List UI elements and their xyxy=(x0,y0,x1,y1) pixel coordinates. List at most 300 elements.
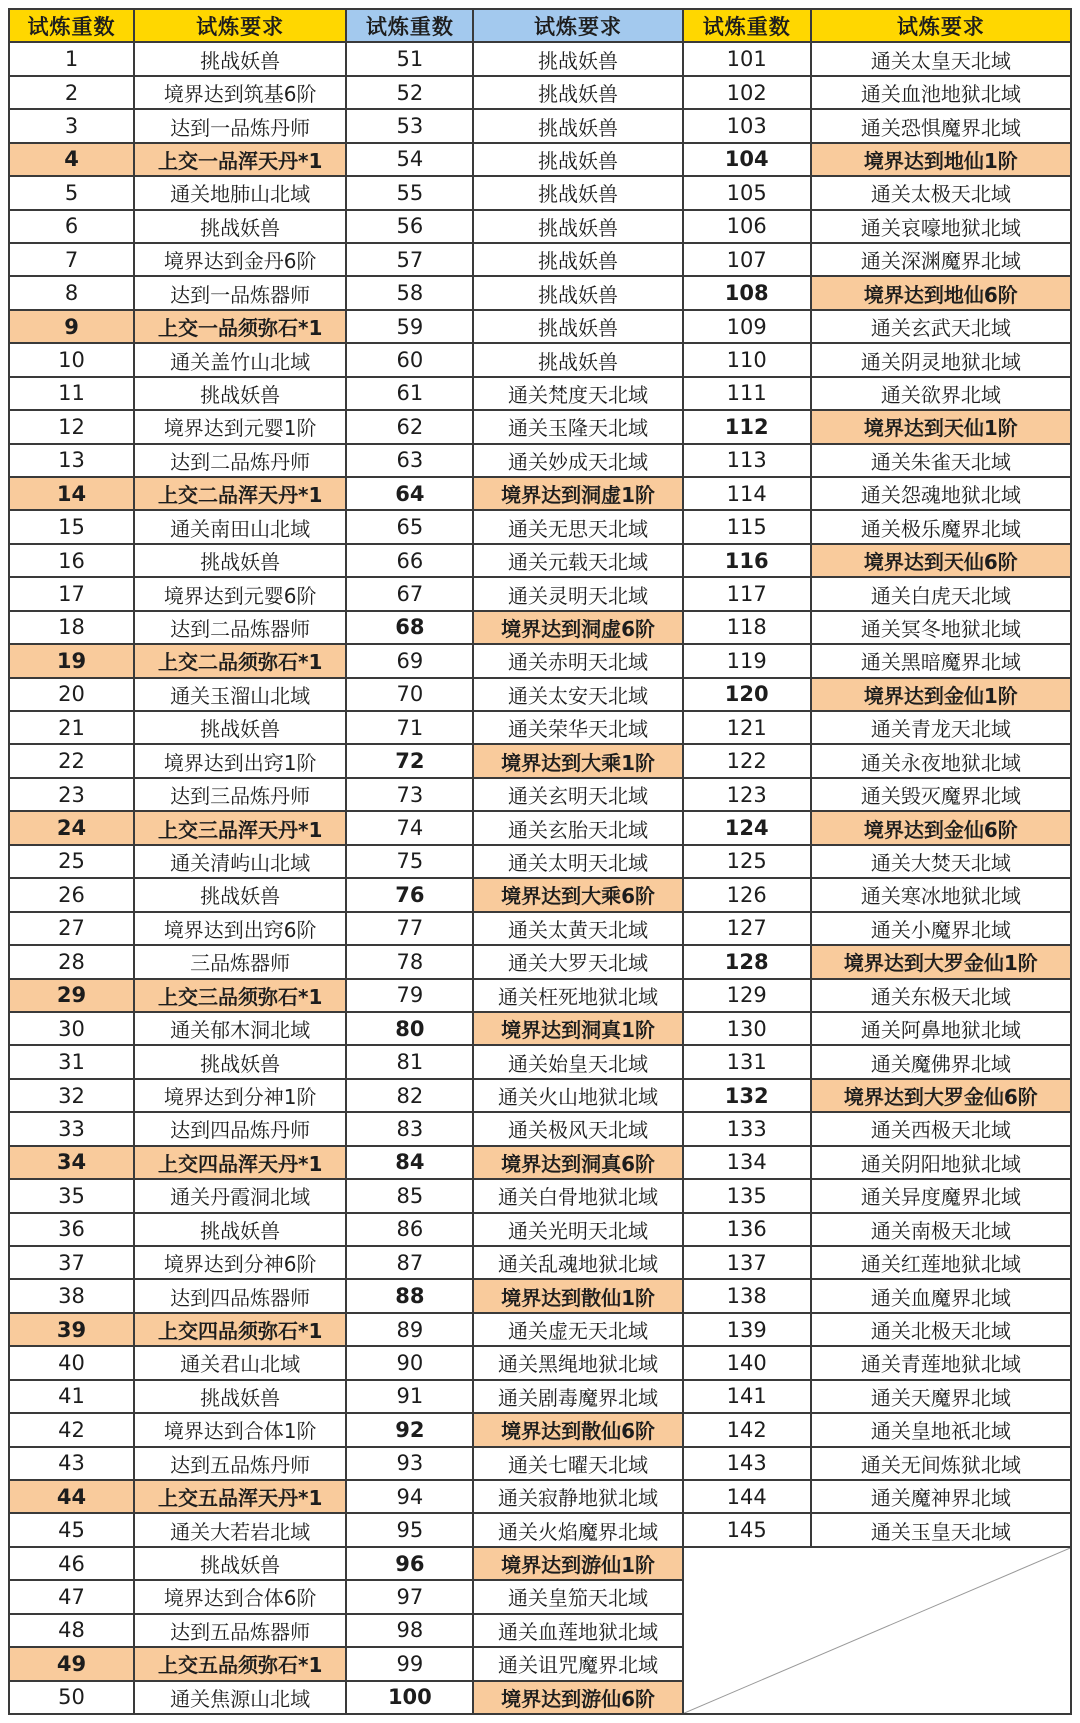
trial-number-cell: 24 xyxy=(10,812,135,845)
trial-requirement-cell: 通关大罗天北域 xyxy=(474,946,683,979)
trial-requirement-cell: 上交四品浑天丹*1 xyxy=(135,1147,347,1180)
trial-number-cell: 13 xyxy=(10,445,135,478)
trial-requirement-cell: 通关焦源山北域 xyxy=(135,1682,347,1715)
trial-number-cell: 111 xyxy=(684,378,812,411)
trial-number-cell: 44 xyxy=(10,1481,135,1514)
trial-number-cell: 35 xyxy=(10,1180,135,1213)
trial-requirement-cell: 境界达到合体6阶 xyxy=(135,1581,347,1614)
trial-requirement-cell: 挑战妖兽 xyxy=(474,43,683,76)
trial-number-cell: 137 xyxy=(684,1247,812,1280)
trial-requirement-cell: 挑战妖兽 xyxy=(135,545,347,578)
trial-number-cell: 63 xyxy=(347,445,474,478)
trial-number-cell: 82 xyxy=(347,1080,474,1113)
trial-requirement-cell: 通关小魔界北域 xyxy=(812,913,1072,946)
trial-number-cell: 62 xyxy=(347,411,474,444)
trial-requirement-cell: 通关皇笳天北域 xyxy=(474,1581,683,1614)
trial-requirement-cell: 通关极乐魔界北域 xyxy=(812,511,1072,544)
trial-number-cell: 72 xyxy=(347,745,474,778)
trial-number-cell: 75 xyxy=(347,846,474,879)
trial-number-cell: 83 xyxy=(347,1113,474,1146)
trial-number-cell: 18 xyxy=(10,612,135,645)
trial-requirement-cell: 通关白虎天北域 xyxy=(812,578,1072,611)
trial-number-cell: 55 xyxy=(347,177,474,210)
trial-number-cell: 86 xyxy=(347,1214,474,1247)
trial-requirement-cell: 通关异度魔界北域 xyxy=(812,1180,1072,1213)
trial-requirement-cell: 通关乱魂地狱北域 xyxy=(474,1247,683,1280)
trial-requirement-cell: 挑战妖兽 xyxy=(135,879,347,912)
trial-number-cell: 58 xyxy=(347,277,474,310)
trial-number-cell: 28 xyxy=(10,946,135,979)
trial-requirement-cell: 通关荣华天北域 xyxy=(474,712,683,745)
trial-requirement-cell: 通关阿鼻地狱北域 xyxy=(812,1013,1072,1046)
trial-number-cell: 31 xyxy=(10,1046,135,1079)
trial-requirement-cell: 达到五品炼丹师 xyxy=(135,1448,347,1481)
trial-number-cell: 70 xyxy=(347,679,474,712)
trial-requirement-cell: 境界达到分神6阶 xyxy=(135,1247,347,1280)
trial-number-cell: 98 xyxy=(347,1615,474,1648)
trial-number-cell: 109 xyxy=(684,311,812,344)
trial-requirement-cell: 通关玉皇天北域 xyxy=(812,1514,1072,1547)
trial-requirement-cell: 达到一品炼丹师 xyxy=(135,110,347,143)
trial-number-cell: 22 xyxy=(10,745,135,778)
trial-requirement-cell: 通关血魔界北域 xyxy=(812,1280,1072,1313)
trial-requirement-cell: 挑战妖兽 xyxy=(135,1214,347,1247)
trial-requirement-cell: 通关白骨地狱北域 xyxy=(474,1180,683,1213)
trial-requirement-cell: 通关怨魂地狱北域 xyxy=(812,478,1072,511)
trial-requirement-cell: 境界达到地仙6阶 xyxy=(812,277,1072,310)
trial-requirement-cell: 通关元载天北域 xyxy=(474,545,683,578)
trial-number-cell: 21 xyxy=(10,712,135,745)
trial-requirement-cell: 通关妙成天北域 xyxy=(474,445,683,478)
trial-number-cell: 8 xyxy=(10,277,135,310)
trial-number-cell: 99 xyxy=(347,1648,474,1681)
trial-number-cell: 106 xyxy=(684,211,812,244)
trial-number-cell: 48 xyxy=(10,1615,135,1648)
diagonal-line xyxy=(684,1548,1070,1713)
trial-number-cell: 138 xyxy=(684,1280,812,1313)
trial-number-cell: 15 xyxy=(10,511,135,544)
trial-number-cell: 78 xyxy=(347,946,474,979)
trial-number-cell: 4 xyxy=(10,144,135,177)
trial-requirement-cell: 通关太极天北域 xyxy=(812,177,1072,210)
trial-number-cell: 71 xyxy=(347,712,474,745)
trial-requirement-cell: 通关丹霞洞北域 xyxy=(135,1180,347,1213)
trial-number-cell: 52 xyxy=(347,77,474,110)
trial-requirement-cell: 通关青莲地狱北域 xyxy=(812,1347,1072,1380)
trial-requirement-cell: 通关七曜天北域 xyxy=(474,1448,683,1481)
trial-number-cell: 112 xyxy=(684,411,812,444)
trial-requirement-cell: 通关红莲地狱北域 xyxy=(812,1247,1072,1280)
trial-requirement-cell: 境界达到洞真6阶 xyxy=(474,1147,683,1180)
trial-number-cell: 88 xyxy=(347,1280,474,1313)
trial-requirement-cell: 通关大若岩北域 xyxy=(135,1514,347,1547)
trial-requirement-cell: 通关皇地祇北域 xyxy=(812,1414,1072,1447)
trial-number-cell: 97 xyxy=(347,1581,474,1614)
trial-requirement-cell: 境界达到洞真1阶 xyxy=(474,1013,683,1046)
trial-number-cell: 36 xyxy=(10,1214,135,1247)
trial-requirement-cell: 上交二品浑天丹*1 xyxy=(135,478,347,511)
trial-requirement-cell: 挑战妖兽 xyxy=(474,177,683,210)
trial-number-cell: 67 xyxy=(347,578,474,611)
trial-requirement-cell: 境界达到元婴6阶 xyxy=(135,578,347,611)
trial-number-cell: 37 xyxy=(10,1247,135,1280)
trial-number-cell: 23 xyxy=(10,779,135,812)
trial-number-cell: 65 xyxy=(347,511,474,544)
trial-number-cell: 132 xyxy=(684,1080,812,1113)
trial-number-cell: 49 xyxy=(10,1648,135,1681)
trial-number-cell: 81 xyxy=(347,1046,474,1079)
trial-requirement-cell: 境界达到散仙1阶 xyxy=(474,1280,683,1313)
trial-number-cell: 104 xyxy=(684,144,812,177)
trial-requirement-cell: 通关恐惧魔界北域 xyxy=(812,110,1072,143)
trial-requirement-cell: 挑战妖兽 xyxy=(135,211,347,244)
trial-requirement-cell: 通关光明天北域 xyxy=(474,1214,683,1247)
trial-requirement-cell: 达到二品炼器师 xyxy=(135,612,347,645)
trial-requirement-cell: 通关阴灵地狱北域 xyxy=(812,344,1072,377)
trial-requirement-cell: 境界达到出窍6阶 xyxy=(135,913,347,946)
trial-number-cell: 123 xyxy=(684,779,812,812)
trial-number-cell: 30 xyxy=(10,1013,135,1046)
trial-number-cell: 47 xyxy=(10,1581,135,1614)
trial-number-cell: 5 xyxy=(10,177,135,210)
trial-number-cell: 127 xyxy=(684,913,812,946)
trial-number-cell: 3 xyxy=(10,110,135,143)
trial-requirement-cell: 通关冥冬地狱北域 xyxy=(812,612,1072,645)
trial-requirement-cell: 通关梵度天北域 xyxy=(474,378,683,411)
trial-requirement-cell: 通关血池地狱北域 xyxy=(812,77,1072,110)
trial-number-cell: 80 xyxy=(347,1013,474,1046)
trial-requirement-cell: 境界达到大罗金仙6阶 xyxy=(812,1080,1072,1113)
trial-number-cell: 20 xyxy=(10,679,135,712)
trial-requirement-cell: 挑战妖兽 xyxy=(474,244,683,277)
trial-number-cell: 118 xyxy=(684,612,812,645)
trial-requirement-cell: 通关黑暗魔界北域 xyxy=(812,645,1072,678)
trial-number-cell: 16 xyxy=(10,545,135,578)
trial-requirement-cell: 通关玉溜山北域 xyxy=(135,679,347,712)
trial-number-cell: 142 xyxy=(684,1414,812,1447)
trial-number-cell: 64 xyxy=(347,478,474,511)
trial-number-cell: 61 xyxy=(347,378,474,411)
trial-requirement-cell: 挑战妖兽 xyxy=(135,1381,347,1414)
trial-number-cell: 105 xyxy=(684,177,812,210)
trial-number-cell: 103 xyxy=(684,110,812,143)
trial-number-cell: 140 xyxy=(684,1347,812,1380)
trial-requirement-cell: 通关朱雀天北域 xyxy=(812,445,1072,478)
trial-number-cell: 19 xyxy=(10,645,135,678)
trial-number-cell: 89 xyxy=(347,1314,474,1347)
trial-number-cell: 43 xyxy=(10,1448,135,1481)
trial-number-cell: 59 xyxy=(347,311,474,344)
trial-requirement-cell: 境界达到天仙1阶 xyxy=(812,411,1072,444)
trial-number-cell: 68 xyxy=(347,612,474,645)
trial-requirement-cell: 通关西极天北域 xyxy=(812,1113,1072,1146)
trial-number-cell: 87 xyxy=(347,1247,474,1280)
trial-number-cell: 27 xyxy=(10,913,135,946)
trial-number-cell: 6 xyxy=(10,211,135,244)
trial-number-cell: 84 xyxy=(347,1147,474,1180)
trial-number-cell: 46 xyxy=(10,1548,135,1581)
trial-requirement-cell: 挑战妖兽 xyxy=(474,277,683,310)
trial-requirement-cell: 境界达到金仙1阶 xyxy=(812,679,1072,712)
trial-number-cell: 94 xyxy=(347,1481,474,1514)
trial-number-cell: 74 xyxy=(347,812,474,845)
trial-requirement-cell: 通关盖竹山北域 xyxy=(135,344,347,377)
trial-number-cell: 101 xyxy=(684,43,812,76)
trial-requirement-cell: 境界达到游仙6阶 xyxy=(474,1682,683,1715)
trial-number-cell: 110 xyxy=(684,344,812,377)
trial-number-cell: 116 xyxy=(684,545,812,578)
trial-requirement-cell: 通关灵明天北域 xyxy=(474,578,683,611)
trial-number-cell: 50 xyxy=(10,1682,135,1715)
trial-requirement-cell: 挑战妖兽 xyxy=(474,144,683,177)
trial-requirement-cell: 通关太安天北域 xyxy=(474,679,683,712)
trial-number-cell: 128 xyxy=(684,946,812,979)
trial-requirement-cell: 通关虚无天北域 xyxy=(474,1314,683,1347)
trial-number-cell: 100 xyxy=(347,1682,474,1715)
trial-requirement-cell: 境界达到游仙1阶 xyxy=(474,1548,683,1581)
trial-number-cell: 85 xyxy=(347,1180,474,1213)
trial-requirement-cell: 达到一品炼器师 xyxy=(135,277,347,310)
trial-requirement-cell: 通关郁木洞北域 xyxy=(135,1013,347,1046)
trial-requirement-cell: 境界达到天仙6阶 xyxy=(812,545,1072,578)
trial-number-cell: 96 xyxy=(347,1548,474,1581)
trial-number-cell: 33 xyxy=(10,1113,135,1146)
trial-number-cell: 134 xyxy=(684,1147,812,1180)
trial-requirement-cell: 通关毁灭魔界北域 xyxy=(812,779,1072,812)
trial-number-cell: 126 xyxy=(684,879,812,912)
trial-requirement-cell: 通关血莲地狱北域 xyxy=(474,1615,683,1648)
trial-number-cell: 56 xyxy=(347,211,474,244)
trial-number-cell: 144 xyxy=(684,1481,812,1514)
trial-number-cell: 14 xyxy=(10,478,135,511)
trial-requirement-cell: 上交一品须弥石*1 xyxy=(135,311,347,344)
trial-number-cell: 39 xyxy=(10,1314,135,1347)
trial-number-cell: 66 xyxy=(347,545,474,578)
trial-requirement-cell: 挑战妖兽 xyxy=(474,211,683,244)
trial-requirement-cell: 挑战妖兽 xyxy=(135,378,347,411)
trial-requirement-cell: 通关玄明天北域 xyxy=(474,779,683,812)
trial-requirement-cell: 通关地肺山北域 xyxy=(135,177,347,210)
trial-number-cell: 32 xyxy=(10,1080,135,1113)
trial-number-cell: 135 xyxy=(684,1180,812,1213)
trial-requirement-cell: 达到五品炼器师 xyxy=(135,1615,347,1648)
trial-requirement-cell: 三品炼器师 xyxy=(135,946,347,979)
trial-number-cell: 1 xyxy=(10,43,135,76)
trial-number-cell: 136 xyxy=(684,1214,812,1247)
trial-requirement-cell: 通关寒冰地狱北域 xyxy=(812,879,1072,912)
trial-requirement-cell: 通关无间炼狱北域 xyxy=(812,1448,1072,1481)
trial-requirement-cell: 境界达到大乘1阶 xyxy=(474,745,683,778)
trial-requirement-cell: 通关玄武天北域 xyxy=(812,311,1072,344)
trial-requirement-cell: 通关赤明天北域 xyxy=(474,645,683,678)
trial-requirement-cell: 通关大焚天北域 xyxy=(812,846,1072,879)
trial-number-cell: 76 xyxy=(347,879,474,912)
trial-table-group-101-145 xyxy=(684,10,1072,1715)
trial-number-cell: 141 xyxy=(684,1381,812,1414)
trial-number-cell: 117 xyxy=(684,578,812,611)
trial-number-cell: 91 xyxy=(347,1381,474,1414)
trial-requirement-cell: 通关魔神界北域 xyxy=(812,1481,1072,1514)
trial-number-cell: 41 xyxy=(10,1381,135,1414)
trial-number-cell: 119 xyxy=(684,645,812,678)
trial-requirement-cell: 通关极风天北域 xyxy=(474,1113,683,1146)
trial-requirement-cell: 境界达到大乘6阶 xyxy=(474,879,683,912)
trial-number-cell: 145 xyxy=(684,1514,812,1547)
trial-number-cell: 10 xyxy=(10,344,135,377)
trial-requirement-cell: 通关北极天北域 xyxy=(812,1314,1072,1347)
trial-requirement-cell: 通关枉死地狱北域 xyxy=(474,980,683,1013)
trial-table xyxy=(8,8,1072,1715)
trial-requirement-cell: 境界达到大罗金仙1阶 xyxy=(812,946,1072,979)
trial-requirement-cell: 境界达到地仙1阶 xyxy=(812,144,1072,177)
trial-number-cell: 95 xyxy=(347,1514,474,1547)
trial-number-cell: 29 xyxy=(10,980,135,1013)
trial-requirement-cell: 境界达到散仙6阶 xyxy=(474,1414,683,1447)
trial-requirement-cell: 通关东极天北域 xyxy=(812,980,1072,1013)
trial-requirement-cell: 挑战妖兽 xyxy=(474,110,683,143)
trial-requirement-cell: 通关深渊魔界北域 xyxy=(812,244,1072,277)
trial-requirement-cell: 通关哀嚎地狱北域 xyxy=(812,211,1072,244)
trial-requirement-cell: 通关火焰魔界北域 xyxy=(474,1514,683,1547)
trial-number-cell: 122 xyxy=(684,745,812,778)
trial-requirement-cell: 通关太黄天北域 xyxy=(474,913,683,946)
trial-number-cell: 113 xyxy=(684,445,812,478)
trial-number-cell: 90 xyxy=(347,1347,474,1380)
trial-requirement-cell: 挑战妖兽 xyxy=(135,43,347,76)
trial-number-cell: 11 xyxy=(10,378,135,411)
trial-requirement-cell: 境界达到洞虚6阶 xyxy=(474,612,683,645)
trial-number-cell: 120 xyxy=(684,679,812,712)
trial-requirement-cell: 上交二品须弥石*1 xyxy=(135,645,347,678)
trial-number-cell: 93 xyxy=(347,1448,474,1481)
trial-number-cell: 53 xyxy=(347,110,474,143)
trial-number-cell: 73 xyxy=(347,779,474,812)
trial-number-cell: 45 xyxy=(10,1514,135,1547)
trial-requirement-cell: 境界达到元婴1阶 xyxy=(135,411,347,444)
trial-requirement-cell: 通关太皇天北域 xyxy=(812,43,1072,76)
trial-requirement-cell: 通关诅咒魔界北域 xyxy=(474,1648,683,1681)
trial-number-cell: 38 xyxy=(10,1280,135,1313)
trial-table-group-51-100 xyxy=(347,10,683,1715)
trial-number-cell: 60 xyxy=(347,344,474,377)
trial-requirement-cell: 通关寂静地狱北域 xyxy=(474,1481,683,1514)
trial-requirement-cell: 通关清屿山北域 xyxy=(135,846,347,879)
trial-table-group-1-50 xyxy=(10,10,347,1715)
trial-number-cell: 139 xyxy=(684,1314,812,1347)
trial-requirement-cell: 境界达到金仙6阶 xyxy=(812,812,1072,845)
trial-number-cell: 17 xyxy=(10,578,135,611)
trial-number-cell: 108 xyxy=(684,277,812,310)
trial-requirement-cell: 通关黑绳地狱北域 xyxy=(474,1347,683,1380)
trial-requirement-cell: 境界达到出窍1阶 xyxy=(135,745,347,778)
trial-requirement-cell: 达到二品炼丹师 xyxy=(135,445,347,478)
trial-requirement-cell: 挑战妖兽 xyxy=(474,77,683,110)
trial-number-cell: 115 xyxy=(684,511,812,544)
trial-number-cell: 107 xyxy=(684,244,812,277)
trial-requirement-cell: 通关魔佛界北域 xyxy=(812,1046,1072,1079)
trial-requirement-cell: 上交五品浑天丹*1 xyxy=(135,1481,347,1514)
trial-number-cell: 131 xyxy=(684,1046,812,1079)
trial-requirement-cell: 通关剧毒魔界北域 xyxy=(474,1381,683,1414)
trial-number-cell: 25 xyxy=(10,846,135,879)
trial-number-cell: 42 xyxy=(10,1414,135,1447)
trial-number-cell: 125 xyxy=(684,846,812,879)
trial-requirement-cell: 通关南极天北域 xyxy=(812,1214,1072,1247)
trial-number-cell: 34 xyxy=(10,1147,135,1180)
trial-number-cell: 143 xyxy=(684,1448,812,1481)
trial-number-cell: 9 xyxy=(10,311,135,344)
trial-number-cell: 2 xyxy=(10,77,135,110)
trial-number-cell: 129 xyxy=(684,980,812,1013)
trial-requirement-cell: 通关君山北域 xyxy=(135,1347,347,1380)
trial-requirement-cell: 境界达到洞虚1阶 xyxy=(474,478,683,511)
trial-requirement-cell: 挑战妖兽 xyxy=(135,712,347,745)
trial-number-cell: 7 xyxy=(10,244,135,277)
trial-requirement-cell: 境界达到合体1阶 xyxy=(135,1414,347,1447)
trial-number-cell: 124 xyxy=(684,812,812,845)
trial-number-cell: 57 xyxy=(347,244,474,277)
trial-requirement-cell: 达到四品炼器师 xyxy=(135,1280,347,1313)
trial-requirement-cell: 通关始皇天北域 xyxy=(474,1046,683,1079)
trial-requirement-cell: 通关阴阳地狱北域 xyxy=(812,1147,1072,1180)
trial-requirement-cell: 境界达到金丹6阶 xyxy=(135,244,347,277)
column-header-trial-requirement: 试炼要求 xyxy=(474,10,683,43)
trial-requirement-cell: 上交三品须弥石*1 xyxy=(135,980,347,1013)
trial-requirement-cell: 达到三品炼丹师 xyxy=(135,779,347,812)
trial-number-cell: 51 xyxy=(347,43,474,76)
trial-requirement-cell: 通关太明天北域 xyxy=(474,846,683,879)
trial-number-cell: 114 xyxy=(684,478,812,511)
trial-number-cell: 77 xyxy=(347,913,474,946)
trial-number-cell: 69 xyxy=(347,645,474,678)
trial-requirement-cell: 通关玄胎天北域 xyxy=(474,812,683,845)
trial-requirement-cell: 通关永夜地狱北域 xyxy=(812,745,1072,778)
trial-requirement-cell: 挑战妖兽 xyxy=(474,311,683,344)
trial-requirement-cell: 通关南田山北域 xyxy=(135,511,347,544)
trial-requirement-cell: 挑战妖兽 xyxy=(135,1548,347,1581)
column-header-trial-number: 试炼重数 xyxy=(684,10,812,43)
trial-requirement-cell: 上交三品浑天丹*1 xyxy=(135,812,347,845)
column-header-trial-number: 试炼重数 xyxy=(347,10,474,43)
trial-requirement-cell: 通关火山地狱北域 xyxy=(474,1080,683,1113)
empty-merged-cell-diagonal xyxy=(684,1548,1072,1715)
trial-number-cell: 133 xyxy=(684,1113,812,1146)
trial-number-cell: 12 xyxy=(10,411,135,444)
trial-number-cell: 40 xyxy=(10,1347,135,1380)
trial-requirement-cell: 通关欲界北域 xyxy=(812,378,1072,411)
column-header-trial-number: 试炼重数 xyxy=(10,10,135,43)
trial-requirement-cell: 通关无思天北域 xyxy=(474,511,683,544)
trial-requirement-cell: 通关青龙天北域 xyxy=(812,712,1072,745)
trial-requirement-cell: 通关天魔界北域 xyxy=(812,1381,1072,1414)
trial-number-cell: 92 xyxy=(347,1414,474,1447)
trial-requirement-cell: 上交五品须弥石*1 xyxy=(135,1648,347,1681)
trial-requirement-cell: 上交一品浑天丹*1 xyxy=(135,144,347,177)
trial-requirement-cell: 境界达到筑基6阶 xyxy=(135,77,347,110)
trial-number-cell: 79 xyxy=(347,980,474,1013)
trial-requirement-cell: 上交四品须弥石*1 xyxy=(135,1314,347,1347)
trial-number-cell: 130 xyxy=(684,1013,812,1046)
trial-number-cell: 102 xyxy=(684,77,812,110)
trial-number-cell: 26 xyxy=(10,879,135,912)
trial-requirement-cell: 挑战妖兽 xyxy=(474,344,683,377)
trial-number-cell: 121 xyxy=(684,712,812,745)
column-header-trial-requirement: 试炼要求 xyxy=(135,10,347,43)
trial-requirement-cell: 境界达到分神1阶 xyxy=(135,1080,347,1113)
trial-requirement-cell: 挑战妖兽 xyxy=(135,1046,347,1079)
trial-requirement-cell: 达到四品炼丹师 xyxy=(135,1113,347,1146)
trial-requirement-cell: 通关玉隆天北域 xyxy=(474,411,683,444)
